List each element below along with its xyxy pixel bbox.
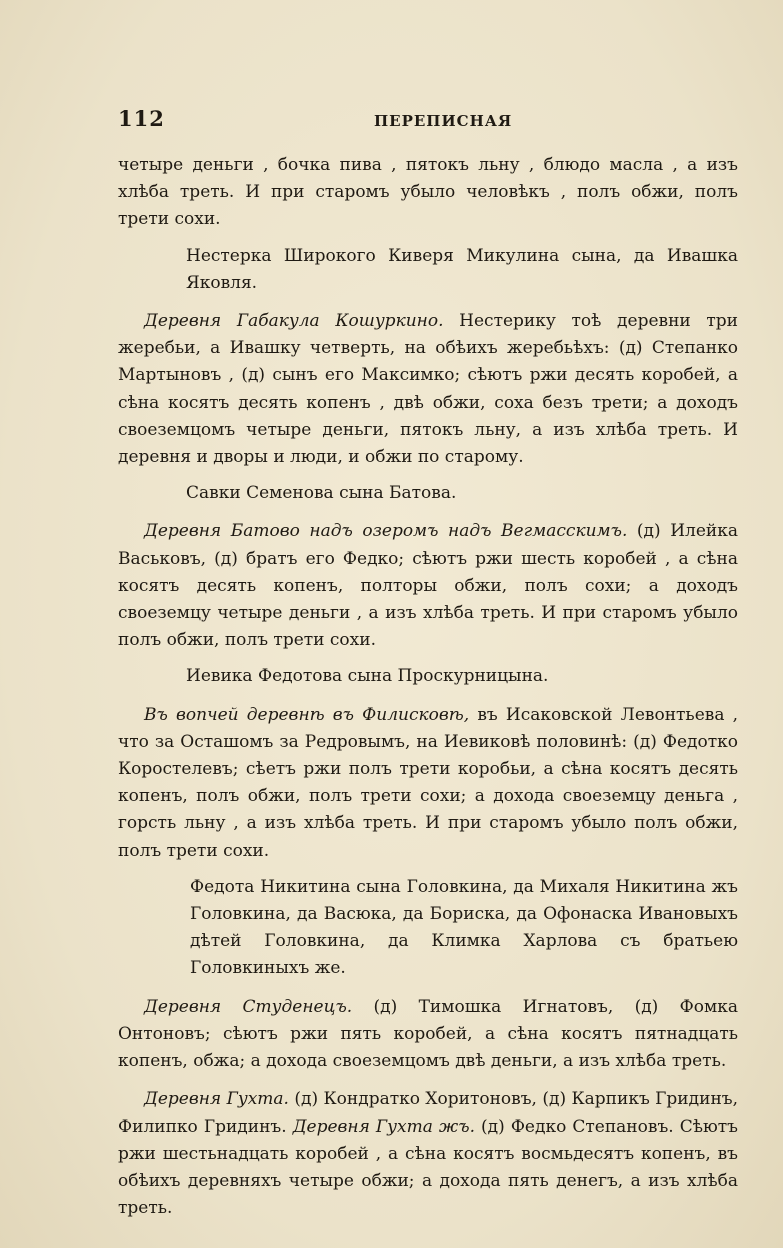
village-name: Деревня Габакула Кошуркино. bbox=[144, 311, 444, 332]
owner-heading bbox=[118, 243, 738, 297]
body-text bbox=[118, 152, 738, 1222]
paragraph-text: въ Исаковской Левонтьева , что за Осташомъ за Редровымъ, на Иевиковѣ половинѣ: (д) Федотко Коростелевъ; сѣетъ ржи полъ трети коробьи, а сѣна косятъ десять копенъ, полъ обжи, полъ трети сохи; а дохода своеземцу деньга , горсть льну , а изъ хлѣба треть. И при старомъ убыло полъ обжи, полъ трети сохи. bbox=[118, 704, 739, 861]
owner-heading bbox=[118, 663, 738, 690]
village-name: Деревня Батово надъ озеромъ надъ Вегмасскимъ. bbox=[144, 521, 628, 542]
paragraph-text: (д) Илейка Васьковъ, (д) братъ его Федко; сѣютъ ржи шесть коробей , а сѣна косятъ десять копенъ, полторы обжи, полъ сохи; а доходъ своеземцу четыре деньги , а изъ хлѣба треть. И при старомъ убыло полъ обжи, полъ трети сохи. bbox=[118, 521, 738, 651]
village-name: Деревня Гухта. bbox=[144, 1089, 289, 1110]
village-name: Деревня Гухта жъ. bbox=[292, 1116, 475, 1137]
paragraph-text: (д) Тимошка Игнатовъ, (д) Фомка Онтоновъ; сѣютъ ржи пять коробей, а сѣна косятъ пятнадцать копенъ, обжа; а дохода своеземцомъ двѣ деньги, а изъ хлѣба треть. bbox=[118, 996, 738, 1072]
owner-heading bbox=[118, 874, 738, 983]
paragraph-text: (д) Кондратко Хоритоновъ, (д) Карпикъ Гридинъ, Филипко Гридинъ. bbox=[118, 1089, 738, 1137]
owner-heading-text: Нестерка Широкого Киверя Микулина сына, да Ивашка Яковля. bbox=[186, 245, 738, 293]
owner-heading-text: Савки Семенова сына Батова. bbox=[186, 483, 457, 504]
paragraph bbox=[118, 518, 738, 654]
owner-heading-text: Федота Никитина сына Головкина, да Михаля Никитина жъ Головкина, да Васюка, да Бориска, да Офонаска Ивановыхъ дѣтей Головкина, да Климка Харлова съ братьею Головкиныхъ же. bbox=[190, 876, 738, 979]
paragraph bbox=[118, 152, 738, 234]
page-number: 112 bbox=[118, 106, 165, 131]
paragraph bbox=[118, 1086, 738, 1222]
paragraph-text: Нестерику тоѣ деревни три жеребьи, а Ивашку четверть, на обѣихъ жеребьѣхъ: (д) Степанко Мартыновъ , (д) сынъ его Максимко; сѣютъ ржи десять коробей, а сѣна косятъ десять копенъ , двѣ обжи, соха безъ трети; а доходъ своеземцомъ четыре деньги, пятокъ льну, а изъ хлѣба треть. И деревня и дворы и люди, и обжи по старому. bbox=[118, 311, 739, 468]
paragraph-text: четыре деньги , бочка пива , пятокъ льну , блюдо масла , а изъ хлѣба треть. И при старомъ убыло человѣкъ , полъ обжи, полъ трети сохи. bbox=[118, 155, 738, 230]
paragraph bbox=[118, 702, 738, 865]
paragraph bbox=[118, 994, 738, 1076]
owner-heading-text: Иевика Федотова сына Проскурницына. bbox=[186, 666, 549, 687]
owner-heading bbox=[118, 480, 738, 507]
village-name: Въ вопчей деревнѣ въ Филисковѣ, bbox=[144, 704, 470, 725]
paragraph bbox=[118, 308, 738, 471]
running-title: ПЕРЕПИСНАЯ bbox=[374, 112, 513, 130]
paragraph-text: (д) Федко Степановъ. Сѣютъ ржи шестьнадцать коробей , а сѣна косятъ восмьдесятъ копенъ, въ обѣихъ деревняхъ четыре обжи; а дохода пять денегъ, а изъ хлѣба треть. bbox=[118, 1116, 738, 1219]
village-name: Деревня Студенецъ. bbox=[144, 996, 353, 1017]
